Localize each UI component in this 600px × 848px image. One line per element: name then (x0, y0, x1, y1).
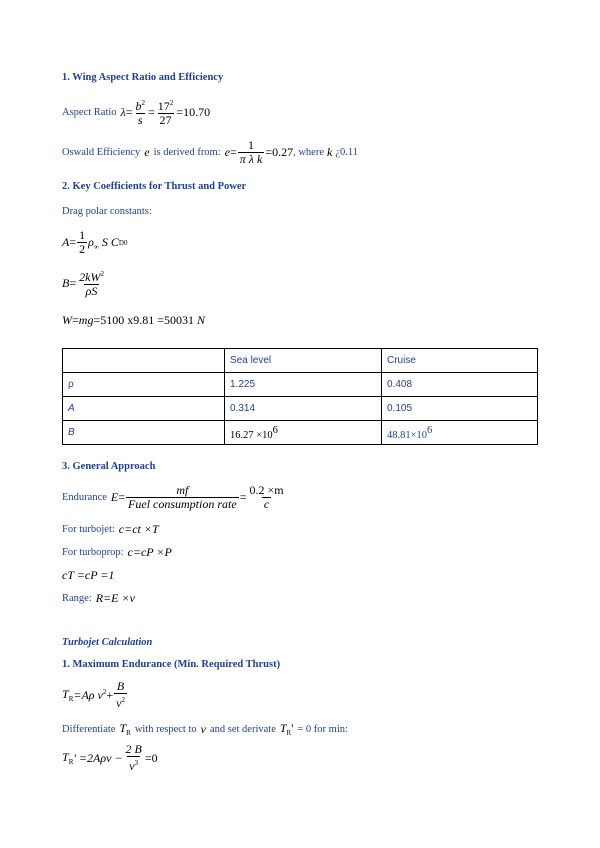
17-over-27: $\frac{17^2}{27}$ (157, 99, 174, 127)
table-row (63, 397, 538, 421)
table-row (63, 373, 538, 397)
table-cell: 1.225 (225, 373, 382, 397)
table-cell: 0.105 (382, 397, 538, 421)
aspect-ratio-value: =10.70 (176, 104, 211, 119)
coefficients-table (62, 348, 538, 445)
table-cell: 0.314 (225, 397, 382, 421)
heading-turbojet: Turbojet Calculation (62, 637, 153, 648)
table-cell: 48.81×106 (382, 421, 538, 445)
oswald-label: Oswald Efficiency (62, 147, 141, 158)
heading-key-coefficients: 2. Key Coefficients for Thrust and Power (62, 181, 247, 192)
ct-cp-line: cT =cP =1 (62, 568, 115, 582)
thrust-required-equation: $T_R$ =Aρ $v^2$ + $\frac{B}{v^2}$ (62, 679, 125, 710)
table-row (63, 421, 538, 445)
oswald-efficiency-line: Oswald Efficiency e is derived from: e = $\frac{1}{\text{π λ k}}$ =0.27 , where k ¿0.11 (62, 138, 358, 166)
table-cell: B (63, 421, 225, 445)
oswald-value: =0.27 (265, 145, 294, 159)
differentiate-line: Differentiate $T_R$ with respect to v and set derivate $T_R'$ = 0 for min: (62, 721, 348, 737)
heading-max-endurance: 1. Maximum Endurance (Min. Required Thrust) (62, 659, 281, 670)
table-header-cell: Sea level (225, 349, 382, 373)
table-header-row (63, 349, 538, 373)
equation-W: W = mg =5100 x9.81 =50031 N (62, 313, 206, 327)
where-text: , where (293, 147, 324, 158)
equation-A: A = $\frac{1}{2}$ $\rho_\infty$ S C D0 (62, 228, 128, 256)
lambda-symbol: λ (120, 104, 126, 119)
table-cell: 0.408 (382, 373, 538, 397)
equation-B: B = $\frac{2kW^2}{\rho S}$ (62, 270, 104, 298)
e-lhs: e (224, 145, 230, 159)
b2-over-s: $\frac{b^2}{s}$ (135, 99, 146, 127)
turboprop-line: For turboprop: c=cP ×P (62, 545, 172, 559)
oswald-label-2: is derived from: (153, 147, 221, 158)
aspect-ratio-equation: Aspect Ratio λ = $\frac{b^2}{s}$ = $\frac{17^2}{27}$ =10.70 (62, 99, 211, 127)
k-symbol: k (327, 145, 333, 159)
range-line: Range: R=E ×v (62, 591, 135, 605)
turbojet-line: For turbojet: c=ct ×T (62, 522, 159, 536)
e-symbol: e (144, 145, 150, 159)
endurance-equation: Endurance E = $\frac{mf}{\text{Fuel consumption rate}}$ = $\frac{0.2 \times m}{c}$ (62, 483, 284, 511)
table-header-cell: Cruise (382, 349, 538, 373)
table-cell: ρ (63, 373, 225, 397)
table-cell: A (63, 397, 225, 421)
oswald-fraction: $\frac{1}{\text{π λ k}}$ (239, 138, 263, 166)
heading-general-approach: 3. General Approach (62, 461, 156, 472)
aspect-ratio-label: Aspect Ratio (62, 106, 117, 118)
table-header-cell (63, 349, 225, 373)
heading-aspect-ratio: 1. Wing Aspect Ratio and Efficiency (62, 72, 224, 83)
drag-polar-label: Drag polar constants: (62, 206, 152, 217)
k-value: ¿0.11 (335, 147, 358, 158)
table-cell: 16.27 ×106 (225, 421, 382, 445)
derivative-equation: $T_R$ ' =2Aρv − $\frac{2 B}{v^3}$ =0 (62, 742, 158, 773)
